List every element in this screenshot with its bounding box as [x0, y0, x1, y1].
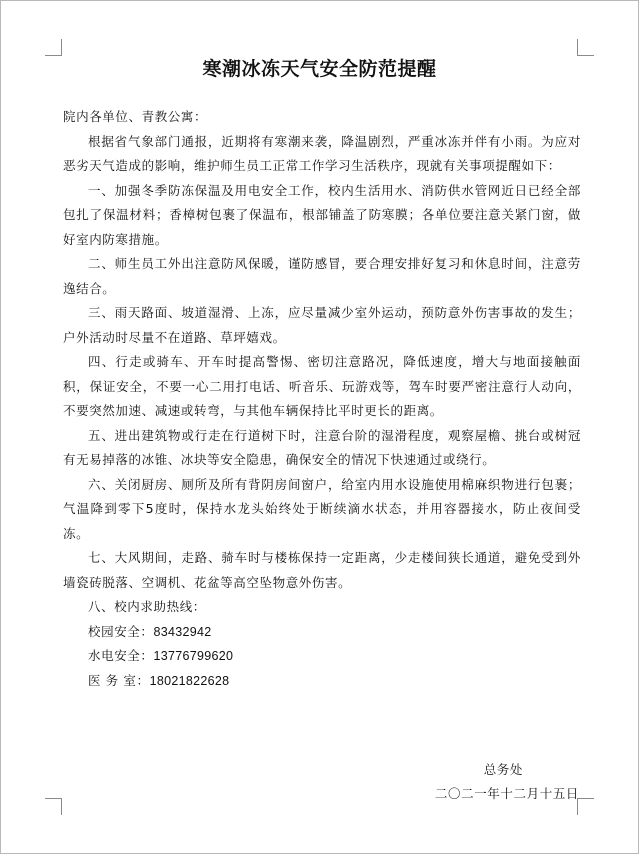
- hotline-clinic: [88, 669, 581, 694]
- item-3: 三、雨天路面、坡道湿滑、上冻，应尽量减少室外运动，预防意外伤害事故的发生；户外活动时尽量不在道路、草坪嬉戏。: [63, 305, 581, 345]
- signature-block: [435, 758, 579, 806]
- item-2: 二、师生员工外出注意防风保暖，谨防感冒，要合理安排好复习和休息时间，注意劳逸结合。: [63, 256, 581, 296]
- hotline-label: 水电安全：: [88, 648, 154, 663]
- item-5: 五、进出建筑物或行走在行道树下时，注意台阶的湿滑程度，观察屋檐、挑台或树冠有无易掉落的冰锥、冰块等安全隐患，确保安全的情况下快速通过或绕行。: [63, 427, 581, 467]
- margin-corner-bottom-left: [45, 798, 62, 815]
- issue-date: 二〇二一年十二月十五日: [434, 786, 579, 801]
- item-7: 七、大风期间，走路、骑车时与楼栋保持一定距离，少走楼间狭长通道，避免受到外墙瓷砖脱落、空调机、花盆等高空坠物意外伤害。: [63, 550, 581, 590]
- issuing-office: 总务处: [483, 762, 523, 777]
- item-6: 六、关闭厨房、厕所及所有背阴房间窗户，给室内用水设施使用棉麻织物进行包裹；气温降到零下5度时，保持水龙头始终处于断续滴水状态，并用容器接水，防止夜间受冻。: [63, 476, 581, 541]
- intro-paragraph: 根据省气象部门通报，近期将有寒潮来袭，降温剧烈，严重冰冻并伴有小雨。为应对恶劣天气造成的影响，维护师生员工正常工作学习生活秩序，现就有关事项提醒如下：: [63, 133, 581, 173]
- margin-corner-bottom-right: [577, 798, 594, 815]
- item-4: 四、行走或骑车、开车时提高警惕、密切注意路况，降低速度，增大与地面接触面积，保证安全，不要一心二用打电话、听音乐、玩游戏等，驾车时要严密注意行人动向，不要突然加速、减速或转弯，与其他车辆保持比平时更长的距离。: [63, 354, 581, 418]
- hotline-label: 校园安全：: [88, 623, 154, 639]
- salutation: 院内各单位、青教公寓：: [63, 109, 208, 124]
- document-title: 寒潮冰冻天气安全防范提醒: [202, 58, 437, 80]
- item-8: 八、校内求助热线：: [88, 599, 206, 614]
- document-body: [63, 105, 581, 693]
- hotline-number: 83432942: [153, 624, 212, 639]
- hotline-campus-security: [88, 620, 581, 645]
- hotline-label: 医 务 室：: [88, 672, 150, 688]
- hotline-utilities: [88, 644, 581, 669]
- hotline-number: 18021822628: [149, 673, 230, 688]
- hotline-list: [63, 620, 581, 694]
- item-1: 一、加强冬季防冻保温及用电安全工作，校内生活用水、消防供水管网近日已经全部包扎了保温材料；香樟树包裹了保温布，根部铺盖了防寒膜；各单位要注意关紧门窗，做好室内防寒措施。: [63, 182, 581, 247]
- hotline-number: 13776799620: [153, 649, 234, 663]
